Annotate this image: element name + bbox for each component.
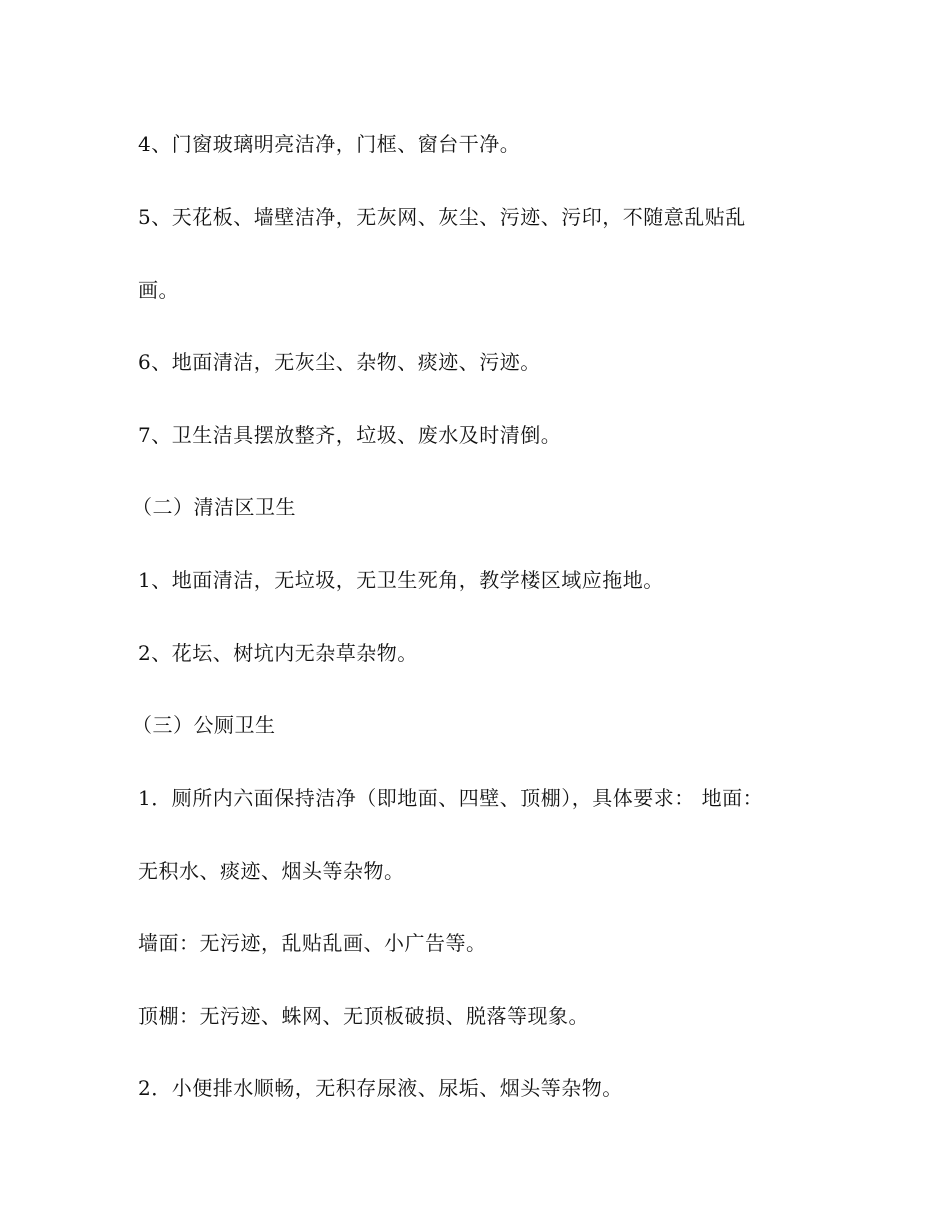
item-7-sanitary-ware: 7、卫生洁具摆放整齐，垃圾、废水及时清倒。: [138, 423, 562, 447]
item-6-floor: 6、地面清洁，无灰尘、杂物、痰迹、污迹。: [138, 350, 541, 374]
toilet-item-2-urinal: 2．小便排水顺畅，无积存尿液、尿垢、烟头等杂物。: [138, 1076, 623, 1100]
toilet-item-1-six-surfaces: 1．厕所内六面保持洁净（即地面、四壁、顶棚），具体要求： 地面：: [138, 786, 764, 810]
cleaning-item-1-ground: 1、地面清洁，无垃圾，无卫生死角，教学楼区域应拖地。: [138, 568, 664, 592]
toilet-item-1-walls: 墙面：无污迹，乱贴乱画、小广告等。: [138, 931, 487, 955]
item-4-windows: 4、门窗玻璃明亮洁净，门框、窗台干净。: [138, 132, 521, 156]
item-5-continuation: 画。: [138, 278, 179, 302]
toilet-item-1-ceiling: 顶棚：无污迹、蛛网、无顶板破损、脱落等现象。: [138, 1004, 589, 1028]
section-heading-cleaning-area: （二）清洁区卫生: [132, 495, 296, 519]
toilet-item-1-floor-continuation: 无积水、痰迹、烟头等杂物。: [138, 859, 405, 883]
item-5-ceiling-walls: 5、天花板、墙壁洁净，无灰网、灰尘、污迹、污印，不随意乱贴乱: [138, 205, 746, 229]
cleaning-item-2-flowerbeds: 2、花坛、树坑内无杂草杂物。: [138, 641, 418, 665]
section-heading-public-toilet: （三）公厕卫生: [132, 713, 276, 737]
